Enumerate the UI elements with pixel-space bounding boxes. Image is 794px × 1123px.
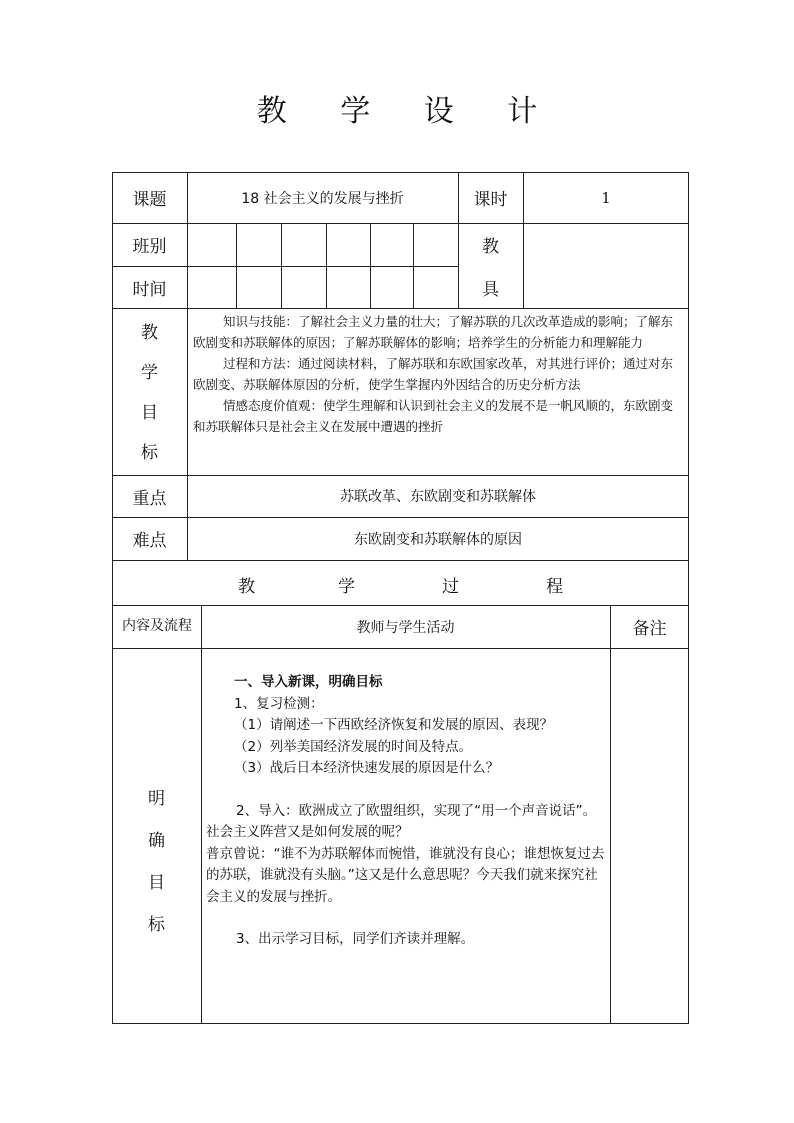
- tools-label-bottom: 具: [482, 279, 499, 300]
- question-1: （1）请阐述一下西欧经济恢复和发展的原因、表现？: [234, 717, 554, 733]
- time-label: 时间: [132, 279, 167, 300]
- intro-text: 2、导入：欧洲成立了欧盟组织，实现了“用一个声音说话”。社会主义阵营又是如何发展的呢？: [206, 802, 597, 840]
- review-title: 1、复习检测：: [234, 695, 324, 712]
- column-content-flow: 内容及流程: [122, 618, 192, 634]
- question-3: （3）战后日本经济快速发展的原因是什么？: [234, 760, 500, 776]
- lesson-label: 课题: [132, 190, 167, 210]
- difficulty-value: 东欧剧变和苏联解体的原因: [354, 531, 522, 548]
- activity-content: [206, 672, 606, 951]
- column-notes: 备注: [632, 619, 667, 639]
- tools-label-top: 教: [482, 237, 499, 257]
- key-point-label: 重点: [132, 488, 167, 509]
- column-activity: 教师与学生活动: [356, 619, 455, 636]
- process-header: 教 学 过 程: [238, 577, 563, 597]
- goal-show-text: 3、出示学习目标，同学们齐读并理解。: [236, 931, 475, 947]
- teaching-goals: [193, 311, 683, 437]
- lesson-title: 18 社会主义的发展与挫折: [241, 190, 404, 207]
- section-heading: 一、导入新课，明确目标: [234, 674, 383, 690]
- section-label: 明 确 目 标: [148, 789, 165, 935]
- goal-emotion: 情感态度价值观：使学生理解和认识到社会主义的发展不是一帆风顺的，东欧剧变和苏联解体只是社会主义在发展中遭遇的挫折: [193, 398, 674, 434]
- goal-process: 过程和方法：通过阅读材料，了解苏联和东欧国家改革，对其进行评价；通过对东欧剧变、苏联解体原因的分析，使学生掌握内外因结合的历史分析方法: [193, 356, 674, 392]
- difficulty-label: 难点: [132, 531, 167, 551]
- hours-label: 课时: [473, 190, 508, 210]
- goals-label: 教 学 目 标: [141, 323, 158, 463]
- question-2: （2）列举美国经济发展的时间及特点。: [234, 738, 473, 755]
- hours-value: 1: [601, 188, 611, 207]
- quote-text: 普京曾说：“谁不为苏联解体而惋惜，谁就没有良心；谁想恢复过去的苏联，谁就没有头脑。”这又是什么意思呢？今天我们就来探究社会主义的发展与挫折。: [206, 845, 605, 905]
- key-point-value: 苏联改革、东欧剧变和苏联解体: [340, 489, 536, 505]
- class-label: 班别: [132, 237, 167, 257]
- page-title: 教 学 设 计: [256, 94, 560, 129]
- goal-knowledge: 知识与技能：了解社会主义力量的壮大；了解苏联的几次改革造成的影响；了解东欧剧变和苏联解体的原因；了解苏联解体的影响；培养学生的分析能力和理解能力: [193, 314, 674, 350]
